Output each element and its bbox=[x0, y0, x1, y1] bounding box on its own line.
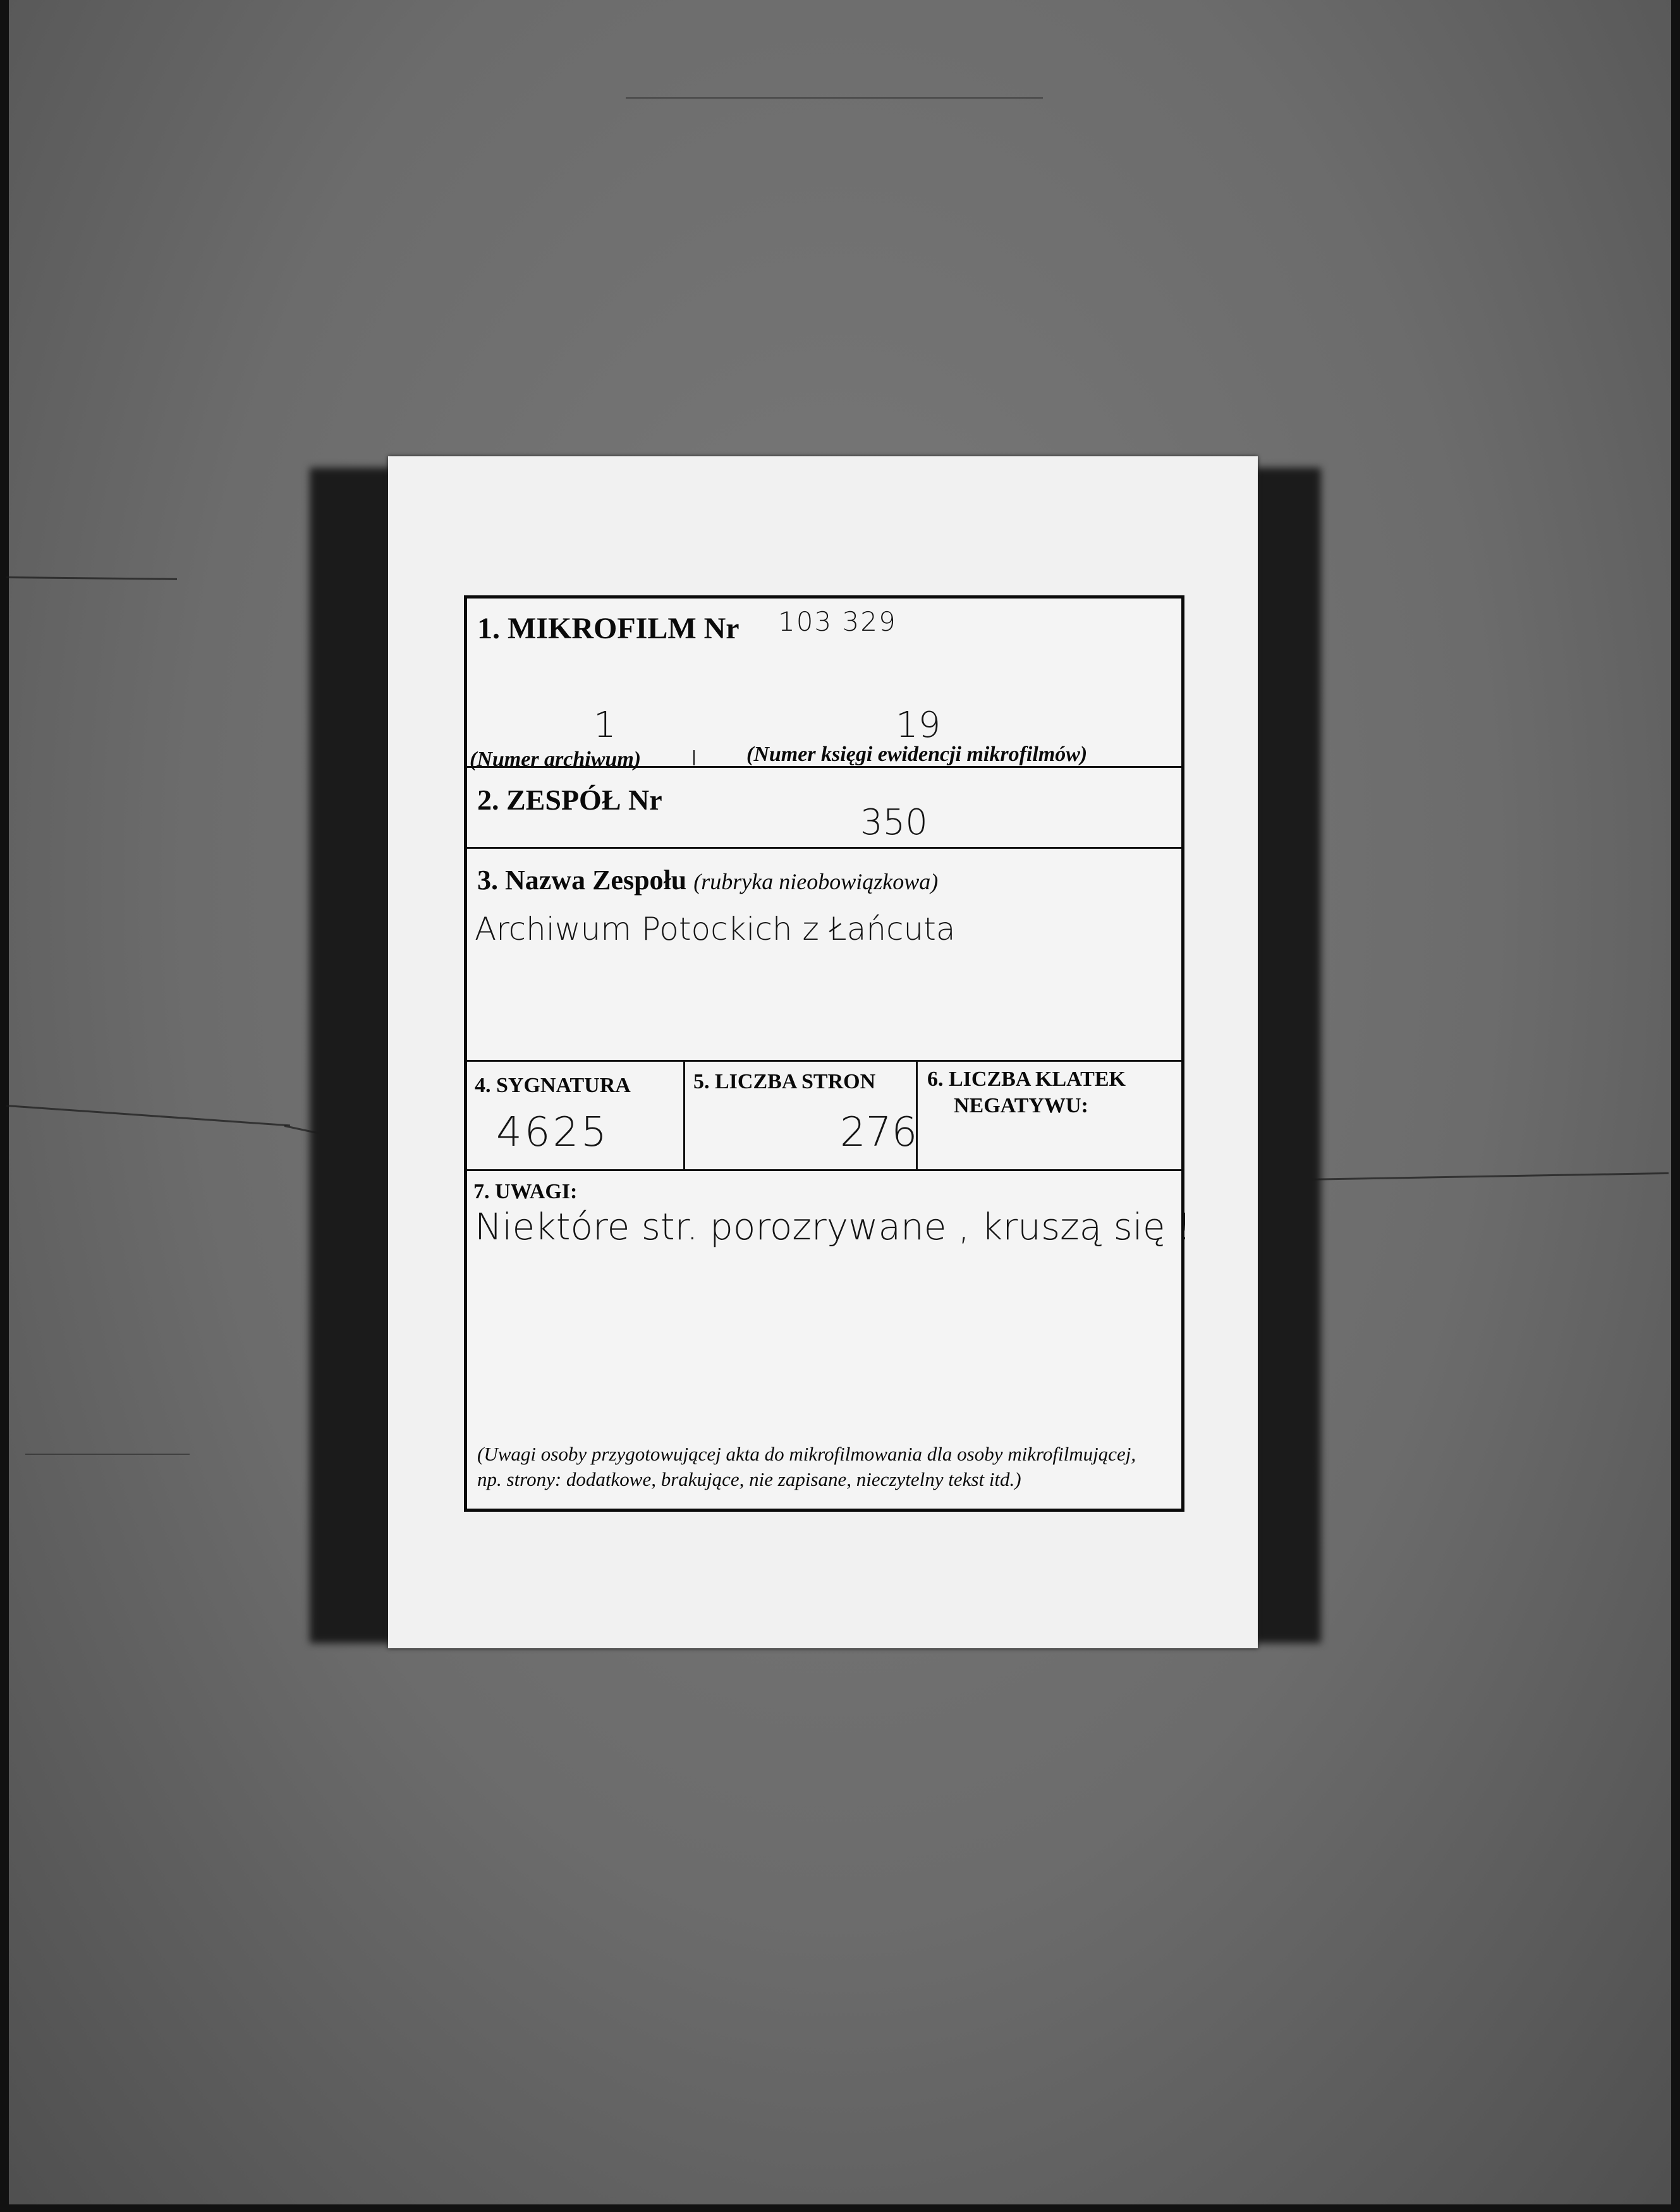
row-divider bbox=[467, 1060, 1181, 1062]
film-scratch bbox=[1264, 1172, 1669, 1181]
numer-archiwum-value: 1 bbox=[593, 705, 616, 746]
zespol-label: 2. ZESPÓŁ Nr bbox=[477, 784, 662, 816]
microfilm-form bbox=[464, 595, 1192, 1512]
column-divider bbox=[683, 1060, 685, 1170]
film-edge-right bbox=[1671, 0, 1680, 2212]
uwagi-label: 7. UWAGI: bbox=[473, 1180, 578, 1203]
liczba-klatek-label-1: 6. LICZBA KLATEK bbox=[927, 1067, 1126, 1091]
mikrofilm-number: 103 329 bbox=[778, 606, 897, 637]
mikrofilm-label: 1. MIKROFILM Nr bbox=[477, 612, 740, 645]
film-scratch bbox=[6, 576, 177, 580]
numer-archiwum-label: (Numer archiwum) bbox=[470, 748, 642, 771]
footer-note-line-1: (Uwagi osoby przygotowującej akta do mikrofilmowania dla osoby mikrofilmującej, bbox=[477, 1443, 1136, 1465]
numer-ksiegi-value: 19 bbox=[896, 705, 941, 746]
short-divider bbox=[693, 750, 695, 765]
footer-note-line-2: np. strony: dodatkowe, brakujące, nie zapisane, nieczytelny tekst itd.) bbox=[477, 1468, 1021, 1490]
nazwa-zespolu-label: 3. Nazwa Zespołu bbox=[477, 865, 687, 896]
row-divider bbox=[467, 1169, 1181, 1171]
liczba-stron-value: 276 bbox=[840, 1109, 918, 1156]
uwagi-value: Niektóre str. porozrywane , kruszą się ! bbox=[475, 1205, 1192, 1248]
numer-ksiegi-label: (Numer księgi ewidencji mikrofilmów) bbox=[746, 743, 1088, 766]
nazwa-zespolu-heading bbox=[477, 864, 938, 896]
sygnatura-value: 4625 bbox=[496, 1109, 609, 1156]
liczba-klatek-label-2: NEGATYWU: bbox=[954, 1094, 1088, 1117]
film-scratch bbox=[6, 1105, 290, 1126]
zespol-number: 350 bbox=[860, 802, 928, 843]
nazwa-zespolu-value: Archiwum Potockich z Łańcuta bbox=[475, 911, 956, 947]
sygnatura-label: 4. SYGNATURA bbox=[475, 1074, 631, 1097]
liczba-stron-label: 5. LICZBA STRON bbox=[693, 1070, 876, 1093]
row-divider bbox=[467, 847, 1181, 849]
film-scratch bbox=[626, 97, 1043, 99]
film-scratch bbox=[25, 1454, 190, 1455]
film-edge-bottom bbox=[0, 2204, 1680, 2212]
nazwa-zespolu-note: (rubryka nieobowiązkowa) bbox=[693, 869, 939, 894]
